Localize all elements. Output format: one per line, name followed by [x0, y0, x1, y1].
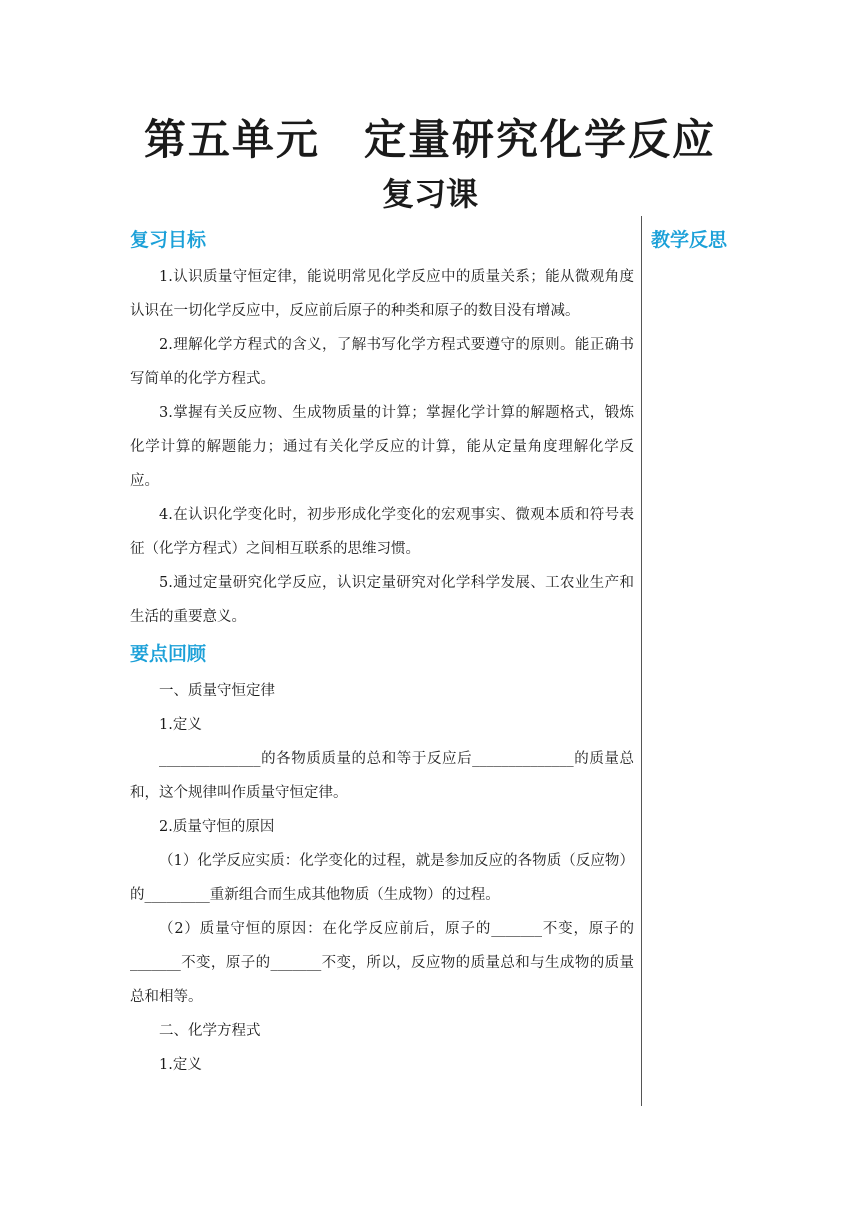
goal-item-5: 5.通过定量研究化学反应，认识定量研究对化学科学发展、工农业生产和生活的重要意义。: [130, 575, 634, 625]
goal-item-2: 2.理解化学方程式的含义，了解书写化学方程式要遵守的原则。能正确书写简单的化学方程式。: [130, 337, 634, 387]
definition-label: 1.定义: [159, 717, 202, 733]
goal-item-3: 3.掌握有关反应物、生成物质量的计算；掌握化学计算的解题格式，锻炼化学计算的解题能力；通过有关化学反应的计算，能从定量角度理解化学反应。: [130, 405, 634, 489]
reason-item-2: （2）质量守恒的原因：在化学反应前后，原子的_______不变，原子的_______不变，原子的_______不变，所以，反应物的质量总和与生成物的质量总和相等。: [130, 921, 634, 1005]
review-goals-heading: 复习目标: [130, 229, 207, 251]
goal-item-4: 4.在认识化学变化时，初步形成化学变化的宏观事实、微观本质和符号表征（化学方程式）之间相互联系的思维习惯。: [130, 507, 634, 557]
part2-title: 二、化学方程式: [159, 1023, 261, 1039]
definition-text: ______________的各物质质量的总和等于反应后______________的质量总和，这个规律叫作质量守恒定律。: [130, 751, 634, 801]
part1-title: 一、质量守恒定律: [159, 683, 275, 699]
main-column: [130, 226, 634, 1082]
teaching-reflection-heading: 教学反思: [651, 229, 728, 251]
column-divider: [641, 216, 642, 1106]
definition2-label: 1.定义: [159, 1057, 202, 1073]
page-title: 第五单元 定量研究化学反应: [143, 115, 716, 164]
reason-item-1: （1）化学反应实质：化学变化的过程，就是参加反应的各物质（反应物）的_________重新组合而生成其他物质（生成物）的过程。: [130, 853, 634, 903]
page-subtitle: 复习课: [381, 175, 478, 213]
key-points-heading: 要点回顾: [130, 643, 207, 665]
reason-label: 2.质量守恒的原因: [159, 819, 275, 835]
goal-item-1: 1.认识质量守恒定律，能说明常见化学反应中的质量关系；能从微观角度认识在一切化学反应中，反应前后原子的种类和原子的数目没有增减。: [130, 269, 634, 319]
